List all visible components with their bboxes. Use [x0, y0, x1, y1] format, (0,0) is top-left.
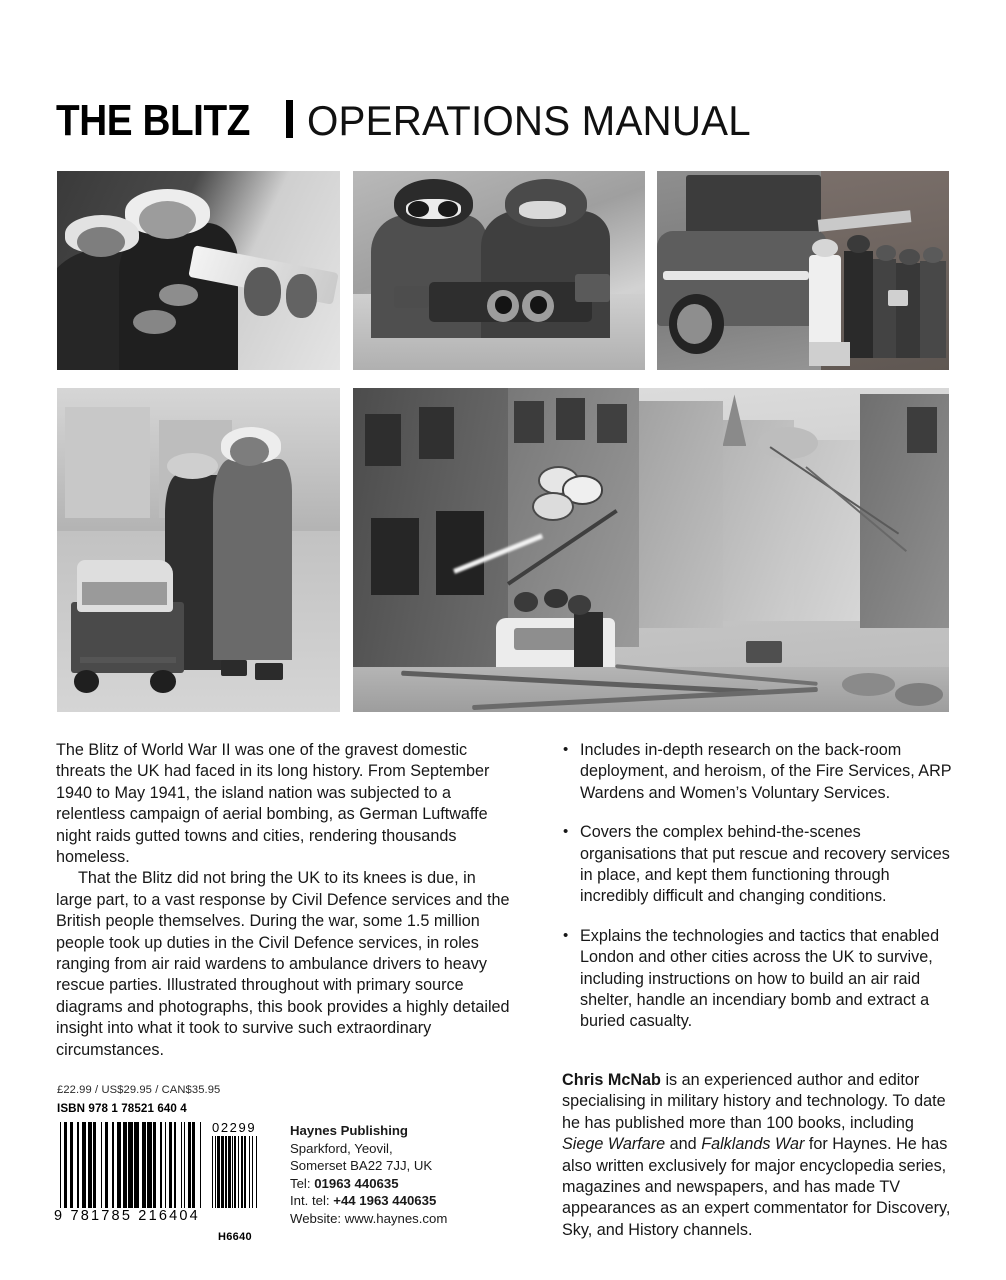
bullet-item: • Covers the complex behind-the-scenes organisations that put rescue and recovery services in place, and kept them functioning through incredibly difficult and changing conditions. — [562, 822, 954, 908]
photo-mobile-canteen-queue — [657, 171, 949, 370]
author-book-title-1: Siege Warfare — [562, 1135, 666, 1154]
feature-bullet-list — [562, 740, 954, 1051]
publisher-website-value[interactable]: www.haynes.com — [344, 1210, 448, 1226]
author-bio-part-3: for Haynes. He has also written exclusively for major encyclopedia series, magazines and newspapers, and has made TV appearances as an expert commentator for Discovery, Sky, and History channels. — [562, 1135, 951, 1239]
photo-soldiers-with-rangefinder — [353, 171, 645, 370]
publisher-website — [290, 1210, 520, 1228]
bullet-item: • Includes in-depth research on the back-room deployment, and heroism, of the Fire Services, ARP Wardens and Women’s Voluntary Services. — [562, 740, 954, 804]
publisher-tel — [290, 1175, 520, 1193]
price-line: £22.99 / US$29.95 / CAN$35.95 — [57, 1084, 221, 1096]
cover-title — [56, 96, 770, 146]
barcode — [54, 1120, 257, 1224]
publisher-address-line-2: Somerset BA22 7JJ, UK — [290, 1158, 433, 1174]
barcode-main-symbol — [60, 1122, 203, 1208]
isbn-line: ISBN 978 1 78521 640 4 — [57, 1102, 187, 1115]
publisher-name: Haynes Publishing — [290, 1123, 408, 1138]
blurb-paragraph-1: The Blitz of World War II was one of the gravest domestic threats the UK had faced in its long history. From September 1940 to May 1941, the island nation was subjected to a relentless campaign of aerial bombing, as German Luftwaffe night raids gutted towns and cities, rendering thousands homeless. — [56, 741, 490, 867]
blurb-paragraph-2: That the Blitz did not bring the UK to its knees is due, in large part, to a vast response by Civil Defence services and the British people themselves. During the war, some 1.5 million people took up duties in the Civil Defence services, in roles ranging from air raid wardens to ambulance drivers to heavy rescue parties. Illustrated throughout with primary source diagrams and photographs, this book provides a highly detailed insight into what it took to survive such extraordinary circumstances. — [56, 869, 510, 1059]
barcode-digits: 9 781785 216404 — [54, 1208, 200, 1224]
publisher-address-line-1: Sparkford, Yeovil, — [290, 1140, 393, 1156]
photo-woman-with-pram-and-warden — [57, 388, 340, 712]
house-code: H6640 — [218, 1231, 252, 1243]
author-bio-part-2: and — [665, 1135, 702, 1154]
photo-firemen-with-hose — [57, 171, 340, 370]
author-bio — [562, 1070, 954, 1241]
barcode-addon-digits: 02299 — [212, 1120, 257, 1135]
barcode-addon-symbol — [212, 1136, 259, 1208]
author-name: Chris McNab — [562, 1071, 661, 1089]
publisher-int-tel-label: Int. tel: — [290, 1193, 334, 1209]
blurb-text — [56, 740, 516, 1061]
title-separator-bar — [286, 100, 293, 138]
author-book-title-2: Falklands War — [701, 1135, 805, 1154]
bullet-item: • Explains the technologies and tactics that enabled London and other cities across the UK to survive, including instructions on how to build an air raid shelter, handle an incendiary bomb and extract a buried casualty. — [562, 926, 954, 1033]
publisher-block — [290, 1122, 520, 1228]
publisher-tel-label: Tel: — [290, 1175, 315, 1191]
photo-bombed-street-fire-engine — [353, 388, 949, 712]
publisher-int-tel-value: +44 1963 440635 — [333, 1193, 437, 1209]
title-subtitle-text: OPERATIONS MANUAL — [307, 97, 752, 144]
publisher-int-tel — [290, 1192, 520, 1210]
author-bio-part-1: is an experienced author and editor specialising in military history and technology. To date he has published more than 100 books, including — [562, 1071, 946, 1132]
publisher-tel-value: 01963 440635 — [314, 1175, 399, 1191]
title-main-text: THE BLITZ — [56, 96, 250, 145]
publisher-website-label: Website: — [290, 1210, 345, 1226]
